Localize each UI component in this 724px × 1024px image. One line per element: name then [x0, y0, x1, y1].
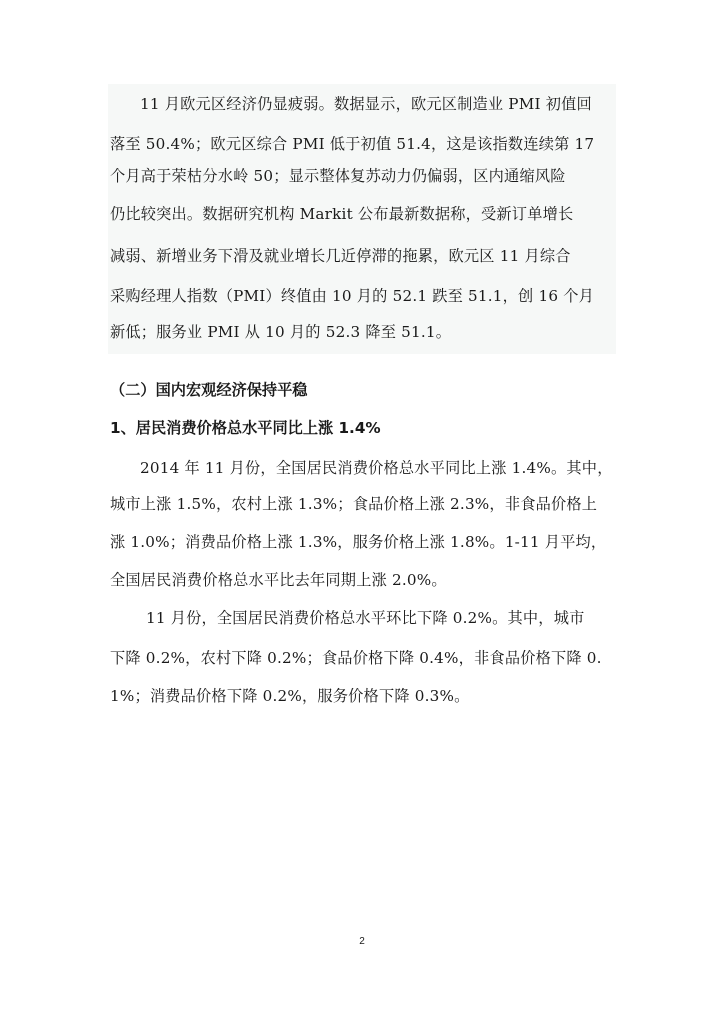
- paragraph-line: 11 月欧元区经济仍显疲弱。数据显示，欧元区制造业 PMI 初值回: [140, 95, 592, 113]
- paragraph-line: 2014 年 11 月份，全国居民消费价格总水平同比上涨 1.4%。其中，: [140, 459, 613, 477]
- paragraph-line: 下降 0.2%，农村下降 0.2%；食品价格下降 0.4%，非食品价格下降 0.: [110, 649, 602, 667]
- paragraph-line: 全国居民消费价格总水平比去年同期上涨 2.0%。: [110, 571, 447, 589]
- paragraph-line: 1%；消费品价格下降 0.2%，服务价格下降 0.3%。: [110, 687, 470, 705]
- subsection-heading: 1、居民消费价格总水平同比上涨 1.4%: [110, 419, 381, 437]
- paragraph-line: 涨 1.0%；消费品价格上涨 1.3%，服务价格上涨 1.8%。1-11 月平均，: [110, 533, 607, 551]
- paragraph-line: 减弱、新增业务下滑及就业增长几近停滞的拖累，欧元区 11 月综合: [110, 247, 571, 265]
- paragraph-line: 采购经理人指数（PMI）终值由 10 月的 52.1 跌至 51.1，创 16 个月: [110, 287, 594, 305]
- paragraph-line: 仍比较突出。数据研究机构 Markit 公布最新数据称，受新订单增长: [110, 205, 574, 223]
- paragraph-line: 城市上涨 1.5%，农村上涨 1.3%；食品价格上涨 2.3%，非食品价格上: [110, 495, 598, 513]
- paragraph-line: 11 月份，全国居民消费价格总水平环比下降 0.2%。其中，城市: [146, 609, 585, 627]
- paragraph-line: 落至 50.4%；欧元区综合 PMI 低于初值 51.4，这是该指数连续第 17: [110, 135, 595, 153]
- paragraph-line: 个月高于荣枯分水岭 50；显示整体复苏动力仍偏弱，区内通缩风险: [110, 167, 566, 185]
- paragraph-line: 新低；服务业 PMI 从 10 月的 52.3 降至 51.1。: [110, 323, 452, 341]
- section-heading: （二）国内宏观经济保持平稳: [110, 381, 308, 399]
- page-number: 2: [359, 936, 365, 947]
